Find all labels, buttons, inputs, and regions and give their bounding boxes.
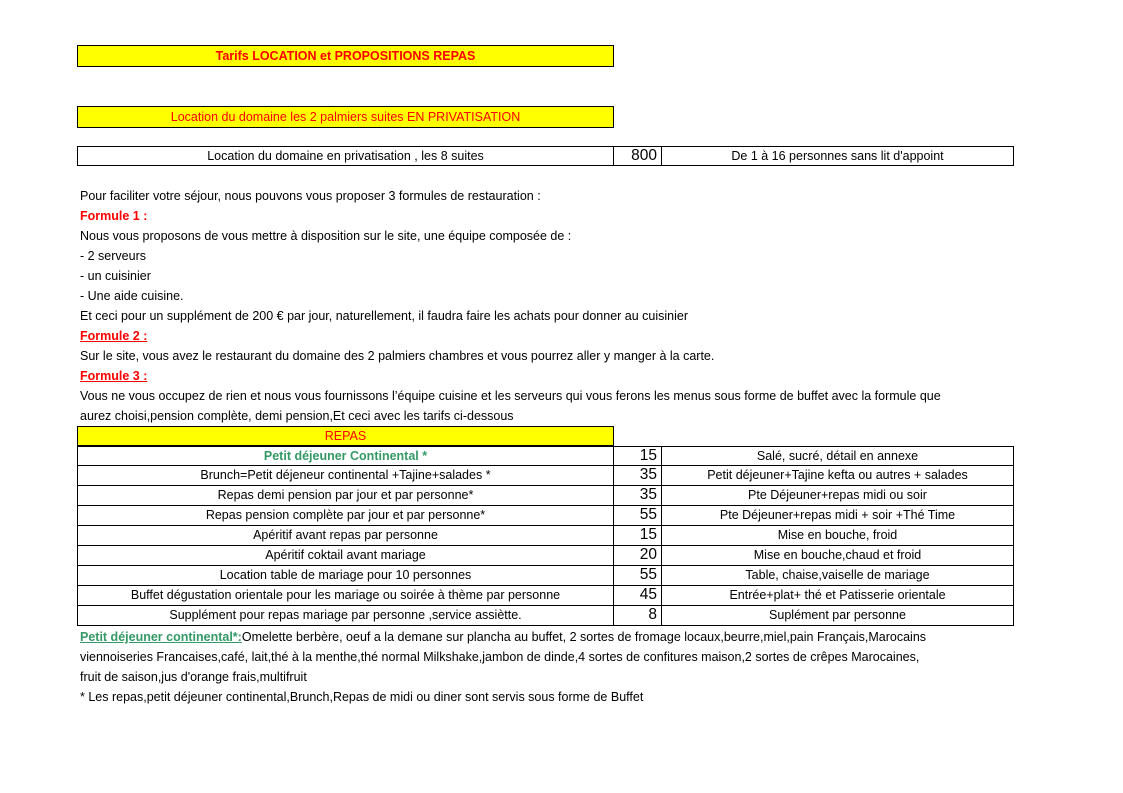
formule3-title: Formule 3 : xyxy=(80,369,148,383)
repas-label: Brunch=Petit déjeneur continental +Tajine+salades * xyxy=(77,466,614,486)
formule1-title: Formule 1 : xyxy=(80,209,148,223)
repas-label: Repas pension complète par jour et par personne* xyxy=(77,506,614,526)
repas-price: 8 xyxy=(614,606,662,626)
repas-price: 35 xyxy=(614,466,662,486)
repas-note: Mise en bouche, froid xyxy=(662,526,1014,546)
formule2-title: Formule 2 : xyxy=(80,329,148,343)
repas-note: Mise en bouche,chaud et froid xyxy=(662,546,1014,566)
continental-note xyxy=(80,627,926,647)
repas-price: 15 xyxy=(614,446,662,466)
location-price: 800 xyxy=(614,146,662,166)
continental-note-title: Petit déjeuner continental*: xyxy=(80,630,242,644)
repas-note: Entrée+plat+ thé et Patisserie orientale xyxy=(662,586,1014,606)
section-title: Location du domaine les 2 palmiers suites EN PRIVATISATION xyxy=(77,106,614,128)
repas-note: Petit déjeuner+Tajine kefta ou autres + salades xyxy=(662,466,1014,486)
location-note: De 1 à 16 personnes sans lit d'appoint xyxy=(662,146,1014,166)
footnote: * Les repas,petit déjeuner continental,Brunch,Repas de midi ou diner sont servis sous forme de Buffet xyxy=(80,690,644,704)
intro-text: Pour faciliter votre séjour, nous pouvons vous proposer 3 formules de restauration : xyxy=(80,189,541,203)
formule1-line: - un cuisinier xyxy=(80,269,151,283)
formule3-line: Vous ne vous occupez de rien et nous vous fournissons l’équipe cuisine et les serveurs qui vous ferons les menus sous forme de buffet avec la formule que xyxy=(80,389,941,403)
repas-label: Supplément pour repas mariage par personne ,service assiètte. xyxy=(77,606,614,626)
repas-note: Salé, sucré, détail en annexe xyxy=(662,446,1014,466)
formule1-line: - 2 serveurs xyxy=(80,249,146,263)
repas-label: Repas demi pension par jour et par personne* xyxy=(77,486,614,506)
repas-price: 35 xyxy=(614,486,662,506)
repas-price: 45 xyxy=(614,586,662,606)
table-row xyxy=(77,446,1014,466)
repas-label: Buffet dégustation orientale pour les mariage ou soirée à thème par personne xyxy=(77,586,614,606)
continental-note-line: fruit de saison,jus d'orange frais,multifruit xyxy=(80,670,307,684)
table-row xyxy=(77,466,1014,486)
repas-note: Suplément par personne xyxy=(662,606,1014,626)
repas-label: Apéritif coktail avant mariage xyxy=(77,546,614,566)
location-label: Location du domaine en privatisation , les 8 suites xyxy=(77,146,614,166)
formule1-line: - Une aide cuisine. xyxy=(80,289,184,303)
table-row xyxy=(77,526,1014,546)
table-row xyxy=(77,566,1014,586)
continental-note-line: viennoiseries Francaises,café, lait,thé à la menthe,thé normal Milkshake,jambon de dinde,4 sortes de confitures maison,2 sortes de crêpes Marocaines, xyxy=(80,650,920,664)
repas-price: 55 xyxy=(614,566,662,586)
formule2-line: Sur le site, vous avez le restaurant du domaine des 2 palmiers chambres et vous pourrez aller y manger à la carte. xyxy=(80,349,715,363)
table-row xyxy=(77,486,1014,506)
formule1-line: Et ceci pour un supplément de 200 € par jour, naturellement, il faudra faire les achats pour donner au cuisinier xyxy=(80,309,689,323)
document-title: Tarifs LOCATION et PROPOSITIONS REPAS xyxy=(77,45,614,67)
formule3-line: aurez choisi,pension complète, demi pension,Et ceci avec les tarifs ci-dessous xyxy=(80,409,514,423)
location-row xyxy=(77,146,1014,166)
repas-label: Apéritif avant repas par personne xyxy=(77,526,614,546)
repas-label: Location table de mariage pour 10 personnes xyxy=(77,566,614,586)
repas-price: 55 xyxy=(614,506,662,526)
repas-note: Pte Déjeuner+repas midi ou soir xyxy=(662,486,1014,506)
formule1-line: Nous vous proposons de vous mettre à disposition sur le site, une équipe composée de : xyxy=(80,229,572,243)
repas-note: Table, chaise,vaiselle de mariage xyxy=(662,566,1014,586)
table-row xyxy=(77,546,1014,566)
table-row xyxy=(77,506,1014,526)
repas-note: Pte Déjeuner+repas midi + soir +Thé Time xyxy=(662,506,1014,526)
repas-label: Petit déjeuner Continental * xyxy=(77,446,614,466)
continental-note-text: Omelette berbère, oeuf a la demane sur plancha au buffet, 2 sortes de fromage locaux,beurre,miel,pain Français,Marocains xyxy=(241,630,927,644)
table-row xyxy=(77,606,1014,626)
table-row xyxy=(77,586,1014,606)
repas-header: REPAS xyxy=(77,426,614,446)
repas-price: 20 xyxy=(614,546,662,566)
repas-price: 15 xyxy=(614,526,662,546)
